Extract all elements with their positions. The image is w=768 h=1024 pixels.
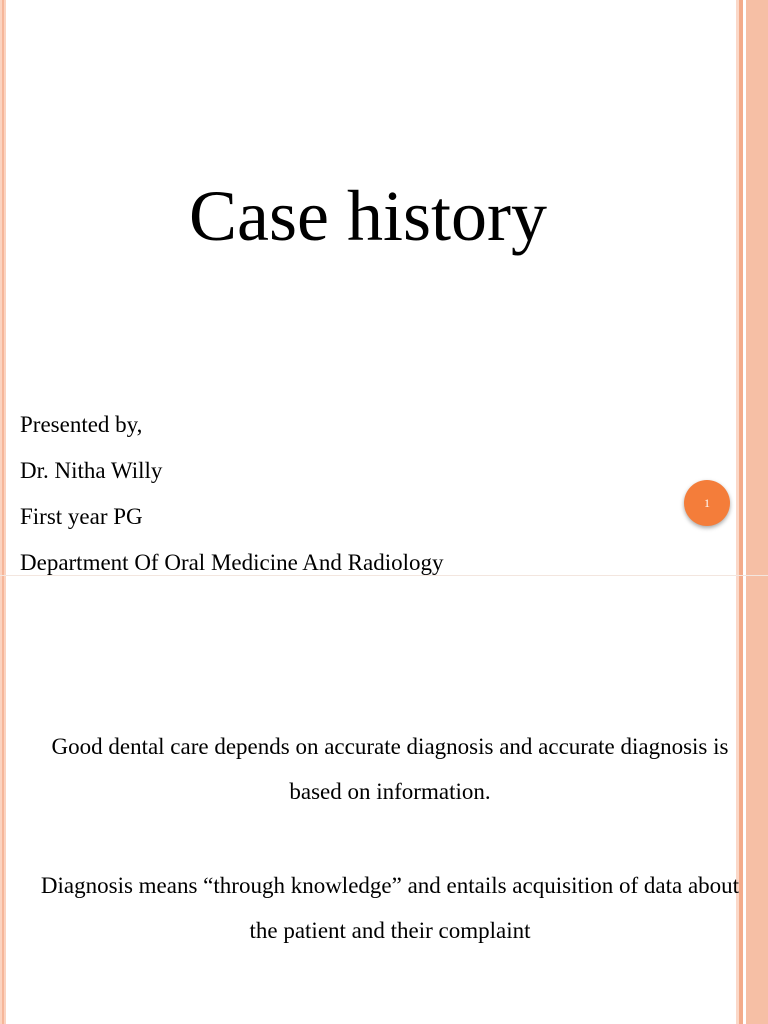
right-decorative-stripes xyxy=(736,576,768,1024)
presenter-line-name: Dr. Nitha Willy xyxy=(20,458,163,483)
presenter-line-presented-by: Presented by, xyxy=(20,412,143,437)
presenter-line-year: First year PG xyxy=(20,504,143,529)
presenter-block xyxy=(20,402,443,576)
left-decorative-bar xyxy=(0,576,6,1024)
left-decorative-bar xyxy=(0,0,6,576)
presenter-line-department: Department Of Oral Medicine And Radiology xyxy=(20,550,444,575)
paragraph-dental-care: Good dental care depends on accurate diagnosis and accurate diagnosis is based on information. xyxy=(51,734,729,804)
page-number-badge: 1 xyxy=(684,480,730,526)
right-decorative-stripes xyxy=(736,0,768,576)
slide-2 xyxy=(0,576,768,1024)
paragraph-diagnosis-definition: Diagnosis means “through knowledge” and entails acquisition of data about the patient and their complaint xyxy=(40,873,740,943)
slide-title: Case history xyxy=(189,176,547,256)
